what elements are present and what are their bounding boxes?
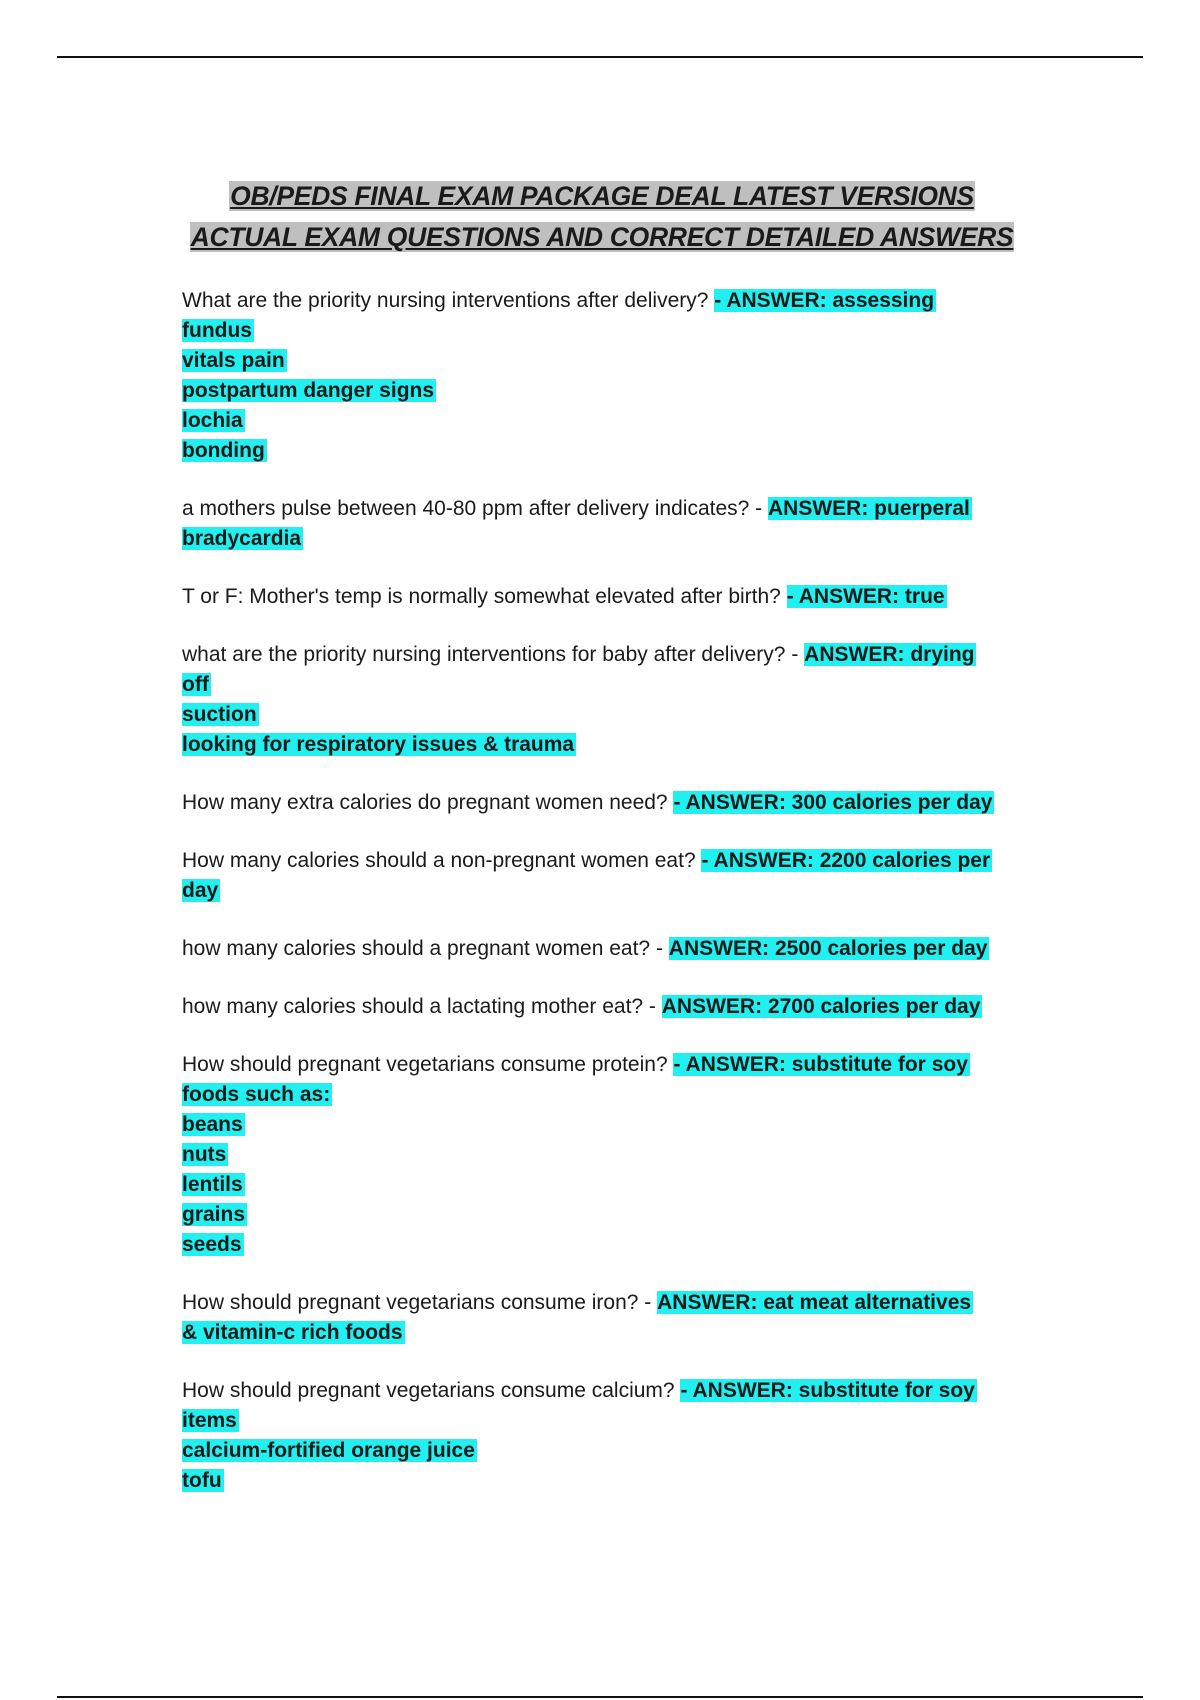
document-body bbox=[182, 176, 1022, 1524]
question-text: what are the priority nursing interventions for baby after delivery? bbox=[182, 643, 786, 666]
answer-text: - ANSWER: substitute for soy bbox=[680, 1379, 975, 1402]
answer-line: beans bbox=[182, 1113, 243, 1136]
answer-line: postpartum danger signs bbox=[182, 379, 435, 402]
question-separator: - bbox=[643, 995, 662, 1018]
qa-item bbox=[182, 640, 1022, 760]
question-text: How many extra calories do pregnant women need? bbox=[182, 791, 668, 814]
answer-text: ANSWER: 2700 calories per day bbox=[661, 995, 981, 1018]
answer-line: lochia bbox=[182, 409, 243, 432]
document-title bbox=[182, 176, 1022, 258]
answer-text: - ANSWER: 300 calories per day bbox=[673, 791, 993, 814]
answer-text: ANSWER: 2500 calories per day bbox=[668, 937, 988, 960]
answer-text: ANSWER: puerperal bbox=[768, 497, 970, 520]
answer-line: bradycardia bbox=[182, 527, 302, 550]
question-separator: - bbox=[650, 937, 669, 960]
answer-text: - ANSWER: 2200 calories per bbox=[701, 849, 991, 872]
answer-line: vitals pain bbox=[182, 349, 285, 372]
question-separator: - bbox=[749, 497, 768, 520]
answer-line: looking for respiratory issues & trauma bbox=[182, 733, 575, 756]
top-rule bbox=[57, 56, 1143, 58]
qa-item bbox=[182, 992, 1022, 1022]
question-text: How many calories should a non-pregnant women eat? bbox=[182, 849, 696, 872]
answer-text: ANSWER: drying bbox=[804, 643, 975, 666]
answer-line: suction bbox=[182, 703, 257, 726]
answer-line: off bbox=[182, 673, 209, 696]
answer-line: lentils bbox=[182, 1173, 243, 1196]
qa-item bbox=[182, 1288, 1022, 1348]
answer-line: day bbox=[182, 879, 219, 902]
answer-text: - ANSWER: true bbox=[786, 585, 945, 608]
answer-line: calcium-fortified orange juice bbox=[182, 1439, 475, 1462]
title-line-1: OB/PEDS FINAL EXAM PACKAGE DEAL LATEST VERSIONS bbox=[230, 181, 974, 211]
title-line-2: ACTUAL EXAM QUESTIONS AND CORRECT DETAILED ANSWERS bbox=[190, 222, 1014, 252]
answer-line: items bbox=[182, 1409, 237, 1432]
question-text: How should pregnant vegetarians consume calcium? bbox=[182, 1379, 675, 1402]
answer-line: grains bbox=[182, 1203, 246, 1226]
bottom-rule bbox=[57, 1696, 1143, 1698]
question-text: How should pregnant vegetarians consume iron? bbox=[182, 1291, 639, 1314]
qa-item bbox=[182, 494, 1022, 554]
question-text: how many calories should a lactating mother eat? bbox=[182, 995, 644, 1018]
answer-line: & vitamin-c rich foods bbox=[182, 1321, 403, 1344]
question-text: How should pregnant vegetarians consume protein? bbox=[182, 1053, 668, 1076]
answer-line: foods such as: bbox=[182, 1083, 331, 1106]
answer-line: fundus bbox=[182, 319, 252, 342]
answer-text: ANSWER: eat meat alternatives bbox=[657, 1291, 972, 1314]
answer-line: seeds bbox=[182, 1233, 242, 1256]
answer-text: - ANSWER: assessing bbox=[714, 289, 935, 312]
qa-item bbox=[182, 788, 1022, 818]
question-text: how many calories should a pregnant women eat? bbox=[182, 937, 651, 960]
qa-item bbox=[182, 846, 1022, 906]
answer-text: - ANSWER: substitute for soy bbox=[673, 1053, 968, 1076]
question-text: a mothers pulse between 40-80 ppm after delivery indicates? bbox=[182, 497, 750, 520]
qa-list bbox=[182, 286, 1022, 1496]
qa-item bbox=[182, 582, 1022, 612]
question-separator: - bbox=[638, 1291, 658, 1314]
qa-item bbox=[182, 1050, 1022, 1260]
question-separator: - bbox=[785, 643, 805, 666]
qa-item bbox=[182, 286, 1022, 466]
question-text: T or F: Mother's temp is normally somewhat elevated after birth? bbox=[182, 585, 781, 608]
answer-line: tofu bbox=[182, 1469, 222, 1492]
question-text: What are the priority nursing interventions after delivery? bbox=[182, 289, 709, 312]
question-separator bbox=[781, 585, 787, 608]
qa-item bbox=[182, 1376, 1022, 1496]
answer-line: bonding bbox=[182, 439, 265, 462]
qa-item bbox=[182, 934, 1022, 964]
answer-line: nuts bbox=[182, 1143, 227, 1166]
